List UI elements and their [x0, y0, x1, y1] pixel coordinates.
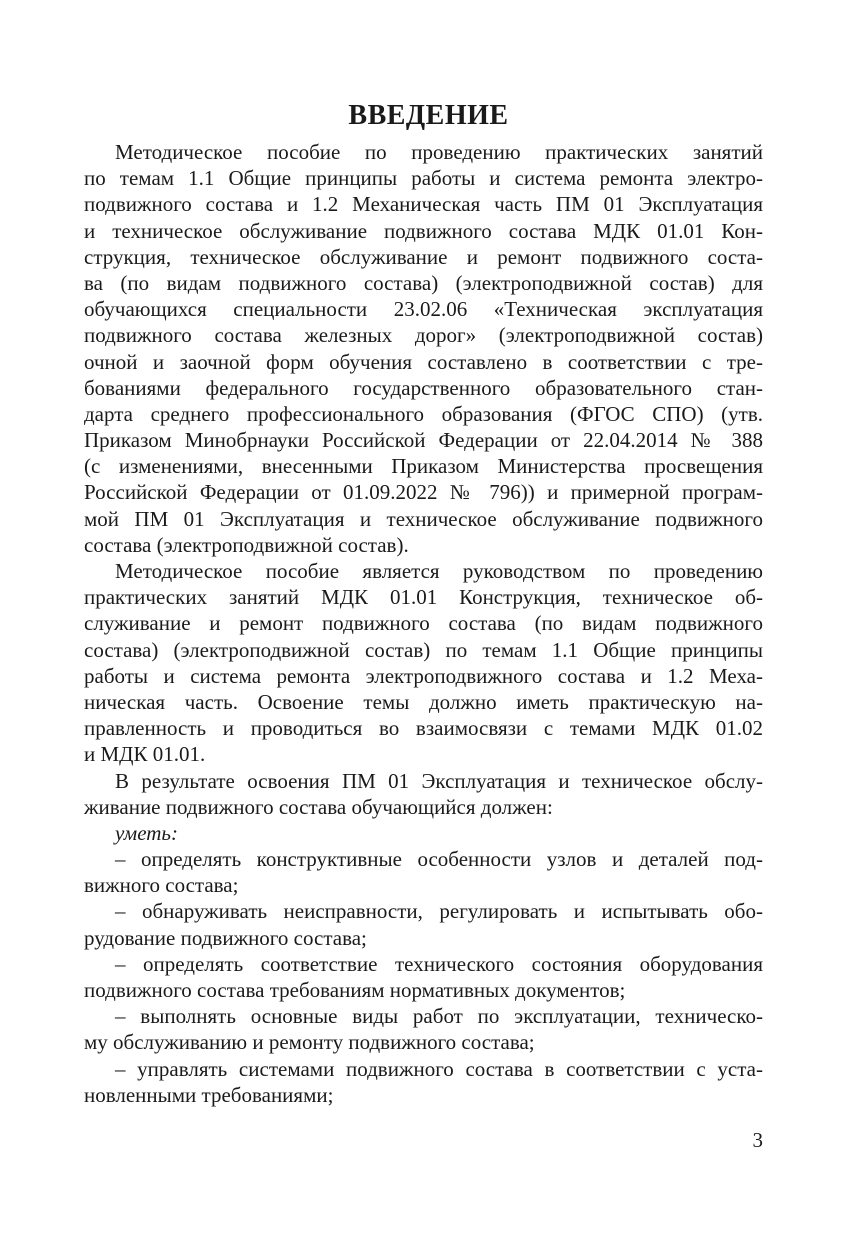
- body-text: [84, 139, 763, 1108]
- text-line: – управлять системами подвижного состава в соответствии с уста-: [115, 1056, 763, 1081]
- text-line: подвижного состава железных дорог» (электроподвижной состав): [84, 323, 763, 348]
- text-line: му обслуживанию и ремонту подвижного состава;: [84, 1030, 535, 1055]
- text-line: состава (электроподвижной состав).: [84, 532, 409, 557]
- text-line: очной и заочной форм обучения составлено в соответствии с тре-: [84, 349, 763, 374]
- text-line: состава) (электроподвижной состав) по темам 1.1 Общие принципы: [84, 637, 763, 662]
- text-line: вижного состава;: [84, 873, 239, 898]
- text-line: по темам 1.1 Общие принципы работы и система ремонта электро-: [84, 166, 763, 191]
- text-line: мой ПМ 01 Эксплуатация и техническое обслуживание подвижного: [84, 506, 763, 531]
- text-line: (с изменениями, внесенными Приказом Министерства просвещения: [84, 454, 763, 479]
- text-line: подвижного состава и 1.2 Механическая часть ПМ 01 Эксплуатация: [84, 192, 763, 217]
- page-title: ВВЕДЕНИЕ: [348, 100, 509, 131]
- text-line: правленность и проводиться во взаимосвязи с темами МДК 01.02: [84, 716, 763, 741]
- text-line: живание подвижного состава обучающийся должен:: [84, 794, 553, 819]
- text-line: ва (по видам подвижного состава) (электроподвижной состав) для: [84, 270, 763, 295]
- text-line: обучающихся специальности 23.02.06 «Техническая эксплуатация: [84, 297, 763, 322]
- text-line: Методическое пособие по проведению практических занятий: [115, 140, 763, 164]
- text-line: служивание и ремонт подвижного состава (по видам подвижного: [84, 611, 763, 636]
- section-label: уметь:: [115, 820, 178, 845]
- text-line: В результате освоения ПМ 01 Эксплуатация и техническое обслу-: [115, 768, 763, 793]
- text-line: – выполнять основные виды работ по эксплуатации, техническо-: [115, 1004, 763, 1029]
- text-line: Приказом Минобрнауки Российской Федерации от 22.04.2014 № 388: [84, 428, 763, 453]
- text-line: ническая часть. Освоение темы должно иметь практическую на-: [84, 689, 763, 714]
- text-line: и техническое обслуживание подвижного состава МДК 01.01 Кон-: [84, 218, 763, 243]
- text-line: и МДК 01.01.: [84, 742, 206, 767]
- text-line: дарта среднего профессионального образования (ФГОС СПО) (утв.: [84, 401, 763, 426]
- text-line: работы и система ремонта электроподвижного состава и 1.2 Меха-: [84, 663, 763, 688]
- text-line: подвижного состава требованиям нормативных документов;: [84, 978, 626, 1002]
- text-line: – определять соответствие технического состояния оборудования: [115, 951, 763, 976]
- text-line: – определять конструктивные особенности узлов и деталей под-: [115, 847, 763, 872]
- text-line: Методическое пособие является руководством по проведению: [115, 559, 763, 583]
- text-line: рудование подвижного состава;: [84, 925, 367, 950]
- text-line: Российской Федерации от 01.09.2022 № 796)) и примерной програм-: [84, 480, 763, 505]
- text-line: струкция, техническое обслуживание и ремонт подвижного соста-: [84, 244, 763, 269]
- text-line: практических занятий МДК 01.01 Конструкция, техническое об-: [84, 585, 763, 610]
- text-line: бованиями федерального государственного образовательного стан-: [84, 375, 763, 400]
- text-line: – обнаруживать неисправности, регулировать и испытывать обо-: [115, 899, 763, 924]
- text-line: новленными требованиями;: [84, 1082, 334, 1107]
- page-number: 3: [752, 1128, 763, 1152]
